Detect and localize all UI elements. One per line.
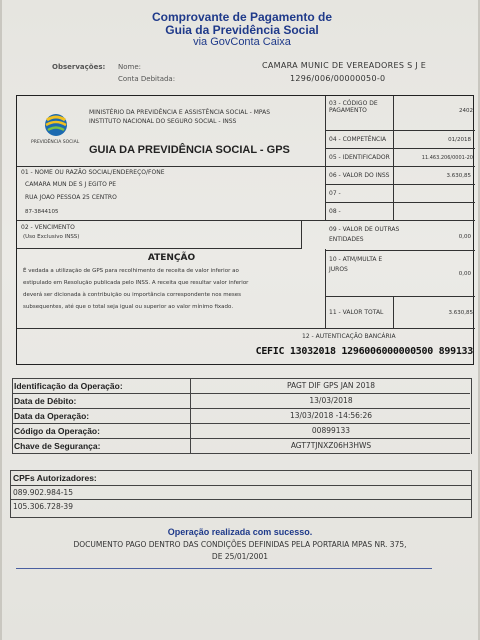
field-05-label: 05 - IDENTIFICADOR [329,154,390,161]
op-date-label: Data da Operação: [14,411,90,421]
field-04 [326,131,475,149]
ministry-line1: MINISTÉRIO DA PREVIDÊNCIA E ASSISTÊNCIA SOCIAL - MPAS [89,109,271,116]
operation-row-key [12,439,470,454]
op-code-label: Código da Operação: [14,426,100,436]
field-12-label: 12 - AUTENTICAÇÃO BANCÁRIA [302,333,396,340]
gps-title: GUIA DA PREVIDÊNCIA SOCIAL - GPS [89,144,290,156]
field-10 [326,251,475,297]
field-11-label: 11 - VALOR TOTAL [329,309,384,316]
attention-box [17,249,326,329]
operation-row-debit-date [12,394,470,409]
op-date-value: 13/03/2018 -14:56:26 [289,411,372,420]
gps-form [16,95,474,365]
field-09-label: 09 - VALOR DE OUTRAS ENTIDADES [329,226,400,243]
field-01-label: 01 - NOME OU RAZÃO SOCIAL/ENDEREÇO/FONE [21,169,165,176]
operation-id-value: PAGT DIF GPS JAN 2018 [286,381,375,390]
operation-row-id [12,379,470,394]
field-08-label: 08 - [329,208,341,215]
cpf-2: 105.306.728-39 [13,502,73,511]
field-01-line1: CAMARA MUN DE S J EGITO PE [25,181,117,188]
field-02-sub: (Uso Exclusivo INSS) [23,234,80,240]
receipt-title-line1: Comprovante de Pagamento de [151,10,333,24]
operation-id-label: Identificação da Operação: [14,381,123,391]
field-06-label: 06 - VALOR DO INSS [329,172,390,179]
field-01 [17,167,326,221]
field-06 [326,167,475,185]
receipt-subtitle: via GovConta Caixa [193,36,291,48]
cpf-title: CPFs Autorizadores: [13,473,97,483]
field-09-value: 0,00 [458,234,471,240]
ministry-line2: INSTITUTO NACIONAL DO SEGURO SOCIAL - INSS [89,118,237,125]
field-10-label: 10 - ATM/MULTA E JUROS [329,256,383,273]
logo-caption: PREVIDÊNCIA SOCIAL [31,140,80,145]
footer-note-line2: DE 25/01/2001 [211,552,269,561]
field-04-value: 01/2018 [448,137,471,143]
gps-header [17,96,326,167]
attention-title: ATENÇÃO [147,253,196,263]
field-05 [326,149,475,167]
attention-line3: deverá ser dicionada à contribuição ou importância correspondente nos meses [23,292,242,298]
cpf-table [10,470,472,518]
observations-label: Observações: [52,63,106,71]
field-03-label: 03 - CÓDIGO DE PAGAMENTO [329,100,378,114]
op-code-value: 00899133 [311,426,351,435]
field-02-label: 02 - VENCIMENTO [21,224,75,231]
success-message: Operação realizada com sucesso. [167,527,313,537]
field-07 [326,185,475,203]
debit-date-label: Data de Débito: [14,396,77,406]
field-06-value: 3.630,85 [446,173,471,179]
footer-note-line1: DOCUMENTO PAGO DENTRO DAS CONDIÇÕES DEFINIDAS PELA PORTARIA MPAS NR. 375, [73,540,407,549]
operation-table [2,375,478,457]
field-03-value: 2402 [459,108,473,114]
field-08 [326,203,475,221]
field-07-label: 07 - [329,190,341,197]
receipt-title-line2: Guia da Previdência Social [165,23,319,37]
attention-line4: subsequentes, até que o total seja igual ou superior ao valor mínimo fixado. [23,304,234,310]
field-05-value: 11.463.206/0001-20 [421,155,473,161]
field-12-value: CEFIC 13032018 1296006000000500 899133 [255,346,473,357]
debit-date-value: 13/03/2018 [309,396,353,405]
name-label: Nome: [118,63,142,71]
field-12 [17,329,475,365]
cpf-1: 089.902.984-15 [13,488,73,497]
previdencia-logo [39,112,73,138]
receipt-paper [2,0,478,640]
account-label: Conta Debitada: [118,75,176,83]
field-03 [326,96,475,131]
field-11-value: 3.630,85 [448,310,473,316]
security-key-value: AGT7TJNXZ06H3HWS [290,441,372,450]
field-02 [17,221,302,249]
name-value: CAMARA MUNIC DE VEREADORES S J E [262,61,427,70]
field-01-line3: 87-3844105 [25,209,59,215]
attention-line1: É vedada a utilização de GPS para recolhimento de receita de valor inferior ao [23,268,239,274]
security-key-label: Chave de Segurança: [14,441,101,451]
account-value: 1296/006/00000050-0 [290,74,386,83]
footer-divider [16,568,432,569]
field-04-label: 04 - COMPETÊNCIA [329,136,387,143]
field-01-line2: RUA JOAO PESSOA 25 CENTRO [25,194,117,201]
field-11 [326,297,475,329]
attention-line2: estipulado em Resolução publicada pelo INSS. A receita que resultar valor inferior [23,280,249,286]
operation-row-op-date [12,409,470,424]
operation-row-code [12,424,470,439]
field-10-value: 0,00 [458,271,471,277]
field-09 [326,221,475,251]
